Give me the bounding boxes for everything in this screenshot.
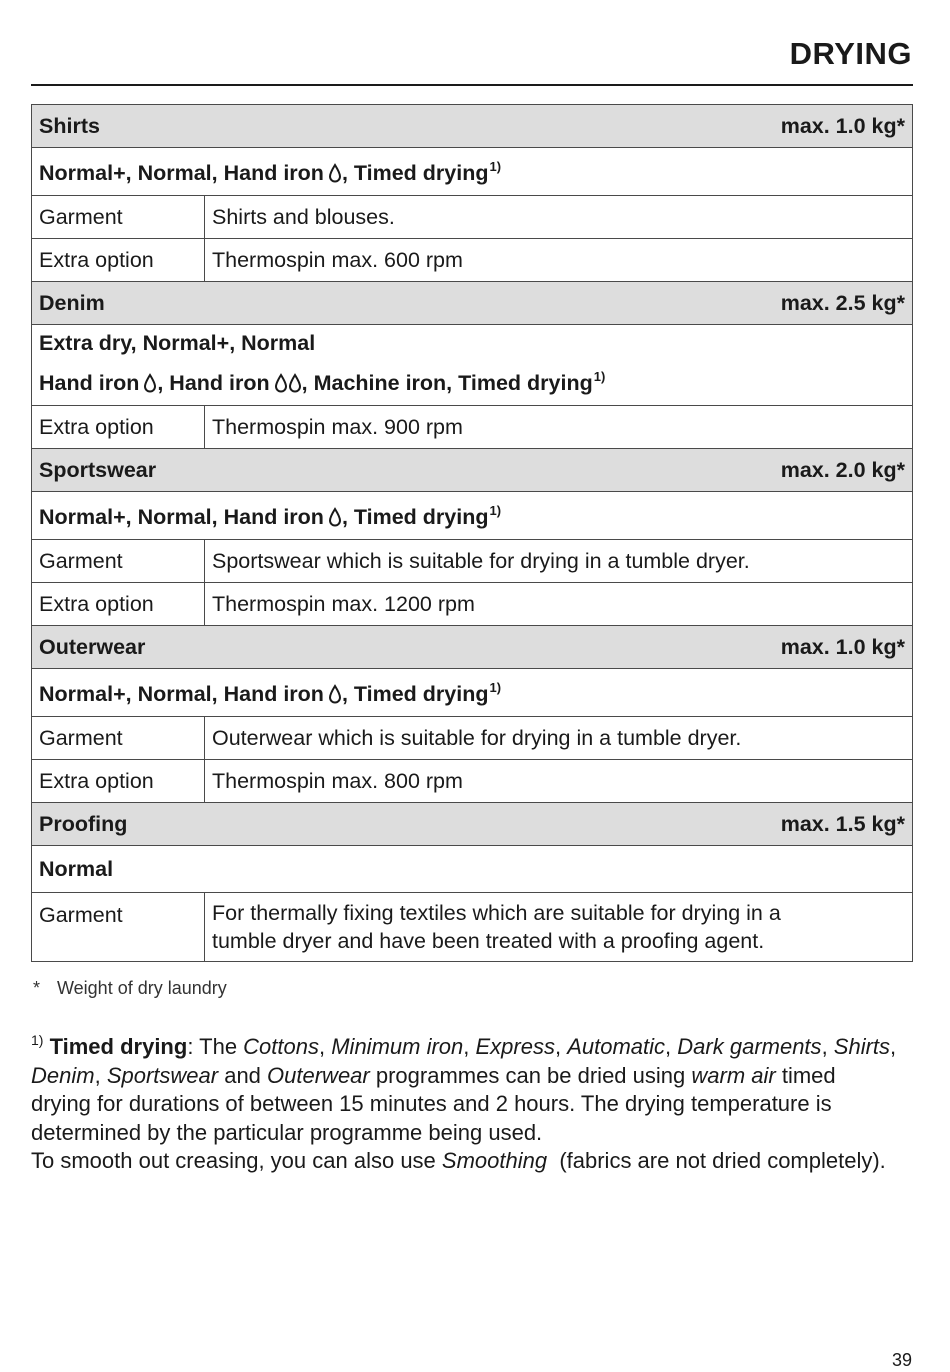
timed-drying-note [31, 1026, 901, 1176]
row-label: Extra option [32, 239, 205, 282]
table-row [32, 540, 913, 583]
section-name: Outerwear [39, 634, 146, 659]
programme-name: Shirts [833, 1034, 891, 1059]
table-row [32, 406, 913, 449]
note-title: Timed drying [49, 1034, 188, 1059]
modes-text: , Hand iron [157, 371, 270, 395]
section-load: max. 1.5 kg* [780, 811, 905, 836]
note-text: , [890, 1034, 897, 1059]
note-text: (fabrics are not dried completely). [547, 1148, 886, 1174]
programme-name: Outerwear [267, 1062, 370, 1088]
section-modes-outerwear [32, 669, 913, 717]
section-load: max. 1.0 kg* [780, 634, 905, 659]
programme-name: Dark garments [677, 1034, 822, 1059]
modes-text: Extra dry, Normal+, Normal [39, 331, 316, 355]
section-load: max. 1.0 kg* [780, 113, 905, 138]
modes-text: Normal+, Normal, Hand iron [39, 682, 324, 706]
row-value-line: tumble dryer and have been treated with a proofing agent. [212, 929, 765, 953]
row-value [205, 893, 913, 962]
iron-double-drop-icon [274, 370, 302, 403]
table-row [32, 196, 913, 239]
section-load: max. 2.0 kg* [780, 457, 905, 482]
programme-name: Smoothing [441, 1148, 548, 1174]
section-name: Shirts [39, 113, 100, 138]
row-label: Garment [32, 717, 205, 760]
section-name: Proofing [39, 811, 128, 836]
note-text: , [463, 1034, 476, 1059]
table-row [32, 760, 913, 803]
section-header-proofing [32, 803, 913, 846]
programme-table [31, 104, 913, 962]
section-header-denim [32, 282, 913, 325]
row-label: Extra option [32, 760, 205, 803]
page-number: 39 [891, 1350, 912, 1370]
programme-name: Minimum iron [331, 1034, 464, 1059]
modes-text: Normal [39, 856, 114, 881]
note-text: To smooth out creasing, you can also use [31, 1148, 442, 1174]
section-header-shirts [32, 105, 913, 148]
iron-drop-icon [328, 504, 342, 537]
note-text: : The [187, 1034, 244, 1059]
footnote-weight [33, 978, 227, 999]
table-row [32, 717, 913, 760]
section-name: Sportswear [39, 457, 157, 482]
note-text: , [821, 1034, 834, 1059]
section-header-sportswear [32, 449, 913, 492]
programme-name: Denim [31, 1062, 95, 1088]
section-load: max. 2.5 kg* [780, 290, 905, 315]
row-value: Thermospin max. 900 rpm [205, 406, 913, 449]
section-name: Denim [39, 290, 105, 315]
note-text: , [319, 1034, 332, 1059]
row-value: Sportswear which is suitable for drying in a tumble dryer. [205, 540, 913, 583]
iron-drop-icon [328, 681, 342, 714]
row-label: Garment [32, 196, 205, 239]
note-text: programmes can be dried using [369, 1062, 692, 1088]
note-text: and [218, 1062, 268, 1088]
row-value-line: For thermally fixing textiles which are suitable for drying in a [212, 901, 781, 925]
section-modes-denim [32, 325, 913, 406]
footnote-symbol: * [33, 978, 41, 998]
section-modes-sportswear [32, 492, 913, 540]
row-label: Extra option [32, 406, 205, 449]
table-row [32, 239, 913, 282]
note-text: , [554, 1034, 568, 1059]
footnote-ref: 1) [489, 503, 502, 518]
programme-name: Sportswear [106, 1062, 219, 1088]
row-value: Outerwear which is suitable for drying in a tumble dryer. [205, 717, 913, 760]
note-text: , [94, 1062, 107, 1088]
row-label: Garment [32, 540, 205, 583]
section-header-outerwear [32, 626, 913, 669]
row-value: Thermospin max. 800 rpm [205, 760, 913, 803]
iron-drop-icon [143, 370, 157, 403]
page-title: DRYING [789, 36, 912, 71]
footnote-ref: 1) [489, 159, 502, 174]
row-value: Thermospin max. 600 rpm [205, 239, 913, 282]
modes-text: , Machine iron, Timed drying [301, 371, 593, 395]
programme-name: warm air [691, 1062, 776, 1088]
modes-text: Normal+, Normal, Hand iron [39, 505, 324, 529]
modes-text-tail: , Timed drying [341, 161, 489, 185]
modes-text-tail: , Timed drying [341, 682, 489, 706]
note-text: , [665, 1034, 678, 1059]
programme-name: Automatic [567, 1034, 666, 1059]
header-rule [31, 84, 913, 86]
row-value: Shirts and blouses. [205, 196, 913, 239]
footnote-ref: 1) [489, 680, 502, 695]
row-value: Thermospin max. 1200 rpm [205, 583, 913, 626]
table-row [32, 583, 913, 626]
note-text: timed drying for durations of between 15 minutes and 2 hours. The drying temperature is determined by the particular programme being used. [31, 1062, 836, 1145]
section-modes-shirts [32, 148, 913, 196]
programme-name: Cottons [243, 1034, 319, 1059]
section-modes-proofing [32, 846, 913, 893]
table-row [32, 893, 913, 962]
modes-text: Hand iron [39, 371, 140, 395]
programme-name: Express [475, 1034, 555, 1059]
row-label: Extra option [32, 583, 205, 626]
row-label: Garment [32, 893, 205, 962]
footnote-ref: 1) [31, 1032, 44, 1048]
modes-text: Normal+, Normal, Hand iron [39, 161, 324, 185]
modes-text-tail: , Timed drying [341, 505, 489, 529]
footnote-ref: 1) [593, 369, 606, 384]
iron-drop-icon [328, 160, 342, 193]
footnote-text: Weight of dry laundry [57, 978, 227, 998]
